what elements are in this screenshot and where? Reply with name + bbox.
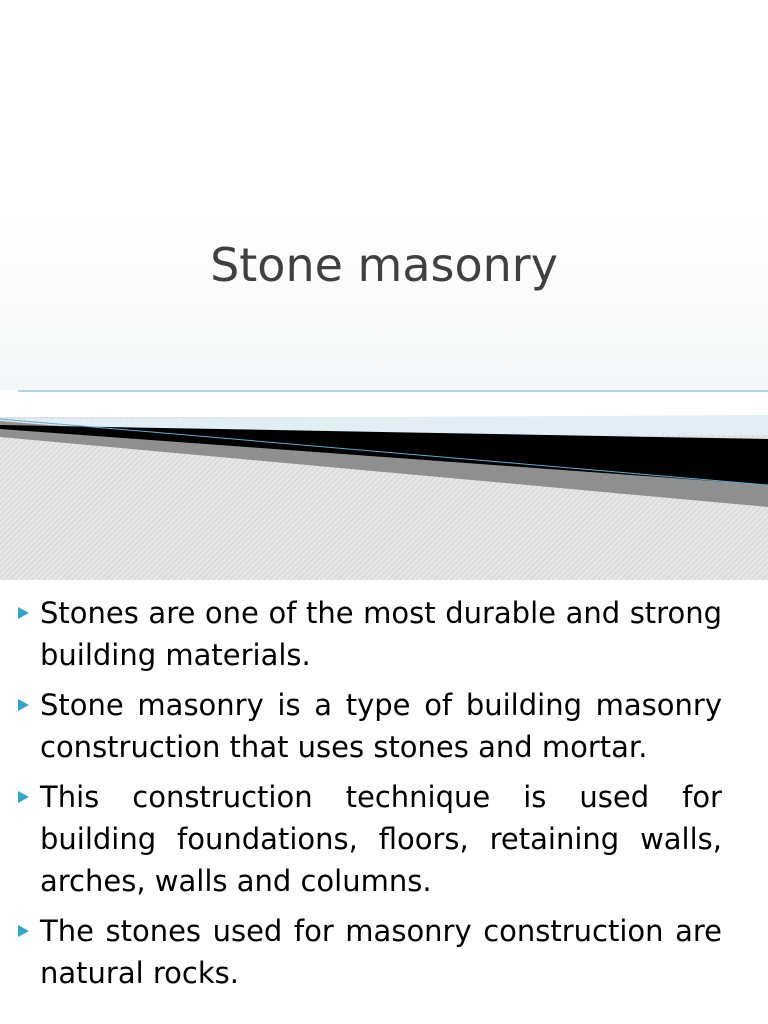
bullet-text: The stones used for masonry construction are natural rocks. [40, 914, 722, 990]
bullet-item [18, 592, 722, 676]
decorative-banner [0, 385, 768, 580]
bullet-text: This construction technique is used for building foundations, floors, retaining walls, arches, walls and columns. [40, 780, 722, 898]
bullet-item [18, 684, 722, 768]
bullet-item [18, 910, 722, 994]
bullet-list [18, 592, 722, 1002]
triangle-bullet-icon [18, 607, 29, 619]
bullet-item [18, 776, 722, 902]
bullet-text: Stones are one of the most durable and strong building materials. [40, 596, 722, 672]
triangle-bullet-icon [18, 791, 29, 803]
triangle-bullet-icon [18, 699, 29, 711]
slide-title: Stone masonry [210, 238, 558, 292]
title-area [0, 0, 768, 390]
triangle-bullet-icon [18, 925, 29, 937]
bullet-text: Stone masonry is a type of building masonry construction that uses stones and mortar. [40, 688, 722, 764]
